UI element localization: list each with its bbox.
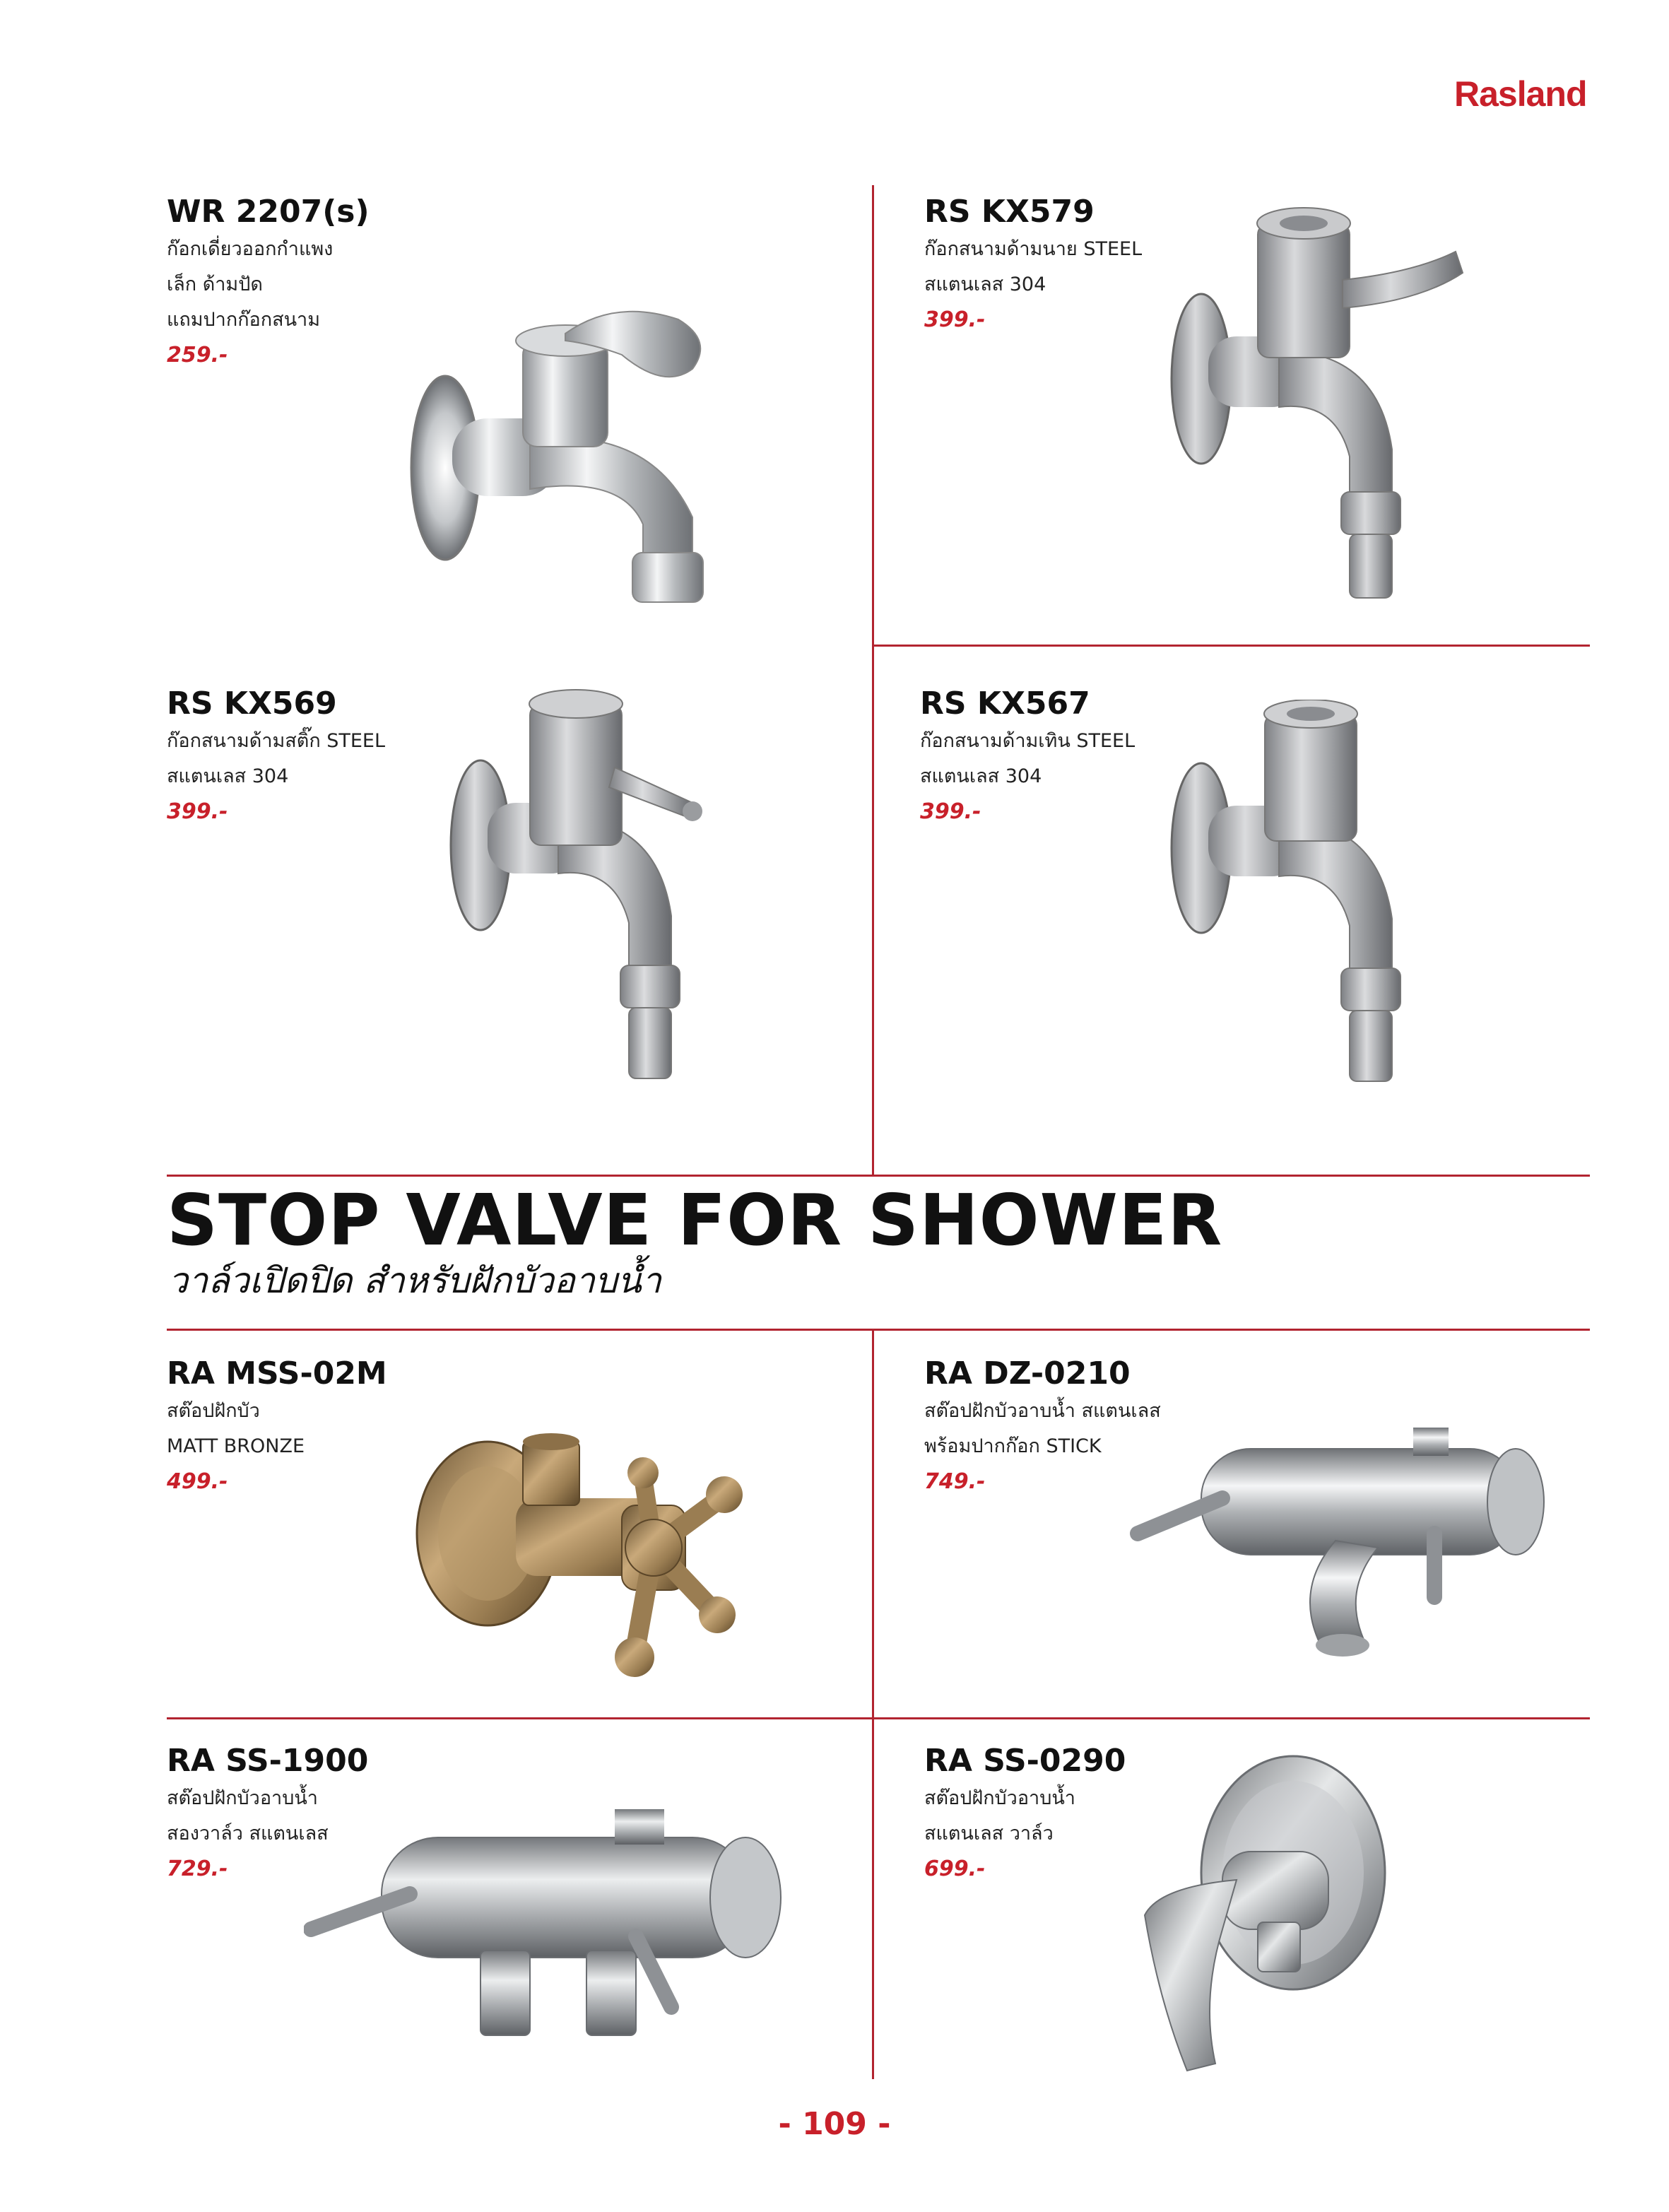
faucet-wr2207s-image bbox=[382, 249, 777, 616]
faucet-rskx569-image bbox=[424, 683, 777, 1121]
divider-horizontal-3 bbox=[167, 1329, 1590, 1331]
section-subtitle: วาล์วเปิดปิด สำหรับฝักบัวอาบน้ำ bbox=[168, 1260, 661, 1301]
divider-vertical-bottom bbox=[872, 1329, 874, 2079]
product-price: 699.- bbox=[924, 1857, 986, 1881]
product-price: 399.- bbox=[167, 799, 228, 824]
divider-horizontal-1 bbox=[872, 645, 1590, 647]
product-desc-line: ก๊อกสนามด้ามสติ๊ก STEEL bbox=[167, 730, 386, 752]
product-desc-line: สแตนเลส 304 bbox=[920, 765, 1042, 787]
product-desc-line: ก๊อกเดี่ยวออกกำแพง bbox=[167, 238, 334, 260]
product-price: 399.- bbox=[924, 307, 986, 332]
divider-horizontal-4 bbox=[167, 1717, 1590, 1719]
valve-rass0290-image bbox=[1116, 1746, 1413, 2085]
product-desc-line: สต๊อปฝักบัวอาบน้ำ bbox=[924, 1787, 1075, 1809]
divider-vertical-top bbox=[872, 185, 874, 1176]
faucet-rskx567-image bbox=[1159, 700, 1498, 1124]
product-code: RS KX567 bbox=[920, 686, 1090, 722]
product-code: WR 2207(s) bbox=[167, 194, 370, 230]
valve-radz0210-image bbox=[1124, 1420, 1576, 1703]
product-desc-line: สแตนเลส 304 bbox=[167, 765, 289, 787]
product-price: 729.- bbox=[167, 1857, 228, 1881]
product-desc-line: แถมปากก๊อกสนาม bbox=[167, 309, 321, 331]
product-price: 749.- bbox=[924, 1469, 986, 1494]
product-rskx579 bbox=[924, 192, 1142, 338]
product-code: RA DZ-0210 bbox=[924, 1355, 1131, 1392]
brand-logo: Rasland bbox=[1454, 74, 1587, 114]
product-desc-line: สต๊อปฝักบัวอาบน้ำ สแตนเลส bbox=[924, 1400, 1161, 1422]
product-code: RA SS-0290 bbox=[924, 1743, 1126, 1779]
product-desc-line: สแตนเลส 304 bbox=[924, 273, 1046, 295]
product-price: 499.- bbox=[167, 1469, 228, 1494]
product-desc-line: สต๊อปฝักบัว bbox=[167, 1400, 260, 1422]
product-rskx569 bbox=[167, 684, 385, 830]
product-price: 259.- bbox=[167, 343, 228, 367]
valve-ramss02m-image bbox=[410, 1413, 777, 1696]
product-desc-line: ก๊อกสนามด้ามเทิน STEEL bbox=[920, 730, 1136, 752]
valve-rass1900-image bbox=[304, 1795, 798, 2071]
product-code: RS KX569 bbox=[167, 686, 337, 722]
product-desc-line: MATT BRONZE bbox=[167, 1435, 305, 1457]
product-code: RA MSS-02M bbox=[167, 1355, 387, 1392]
product-rskx567 bbox=[920, 684, 1135, 830]
product-desc-line: สแตนเลส วาล์ว bbox=[924, 1823, 1054, 1845]
product-desc-line: สองวาล์ว สแตนเลส bbox=[167, 1823, 329, 1845]
product-wr2207s bbox=[167, 192, 370, 373]
product-ramss02m bbox=[167, 1354, 387, 1500]
faucet-rskx579-image bbox=[1159, 195, 1498, 633]
section-title: STOP VALVE FOR SHOWER bbox=[167, 1179, 1223, 1261]
product-desc-line: เล็ก ด้ามปัด bbox=[167, 273, 263, 295]
page-number: - 109 - bbox=[778, 2106, 891, 2142]
product-price: 399.- bbox=[920, 799, 981, 824]
product-desc-line: สต๊อปฝักบัวอาบน้ำ bbox=[167, 1787, 318, 1809]
product-rass0290 bbox=[924, 1741, 1126, 1887]
product-code: RS KX579 bbox=[924, 194, 1095, 230]
product-code: RA SS-1900 bbox=[167, 1743, 369, 1779]
product-desc-line: ก๊อกสนามด้ามนาย STEEL bbox=[924, 238, 1143, 260]
divider-horizontal-2 bbox=[167, 1175, 1590, 1177]
divider-horizontal-1b bbox=[167, 645, 872, 647]
product-desc-line: พร้อมปากก๊อก STICK bbox=[924, 1435, 1102, 1457]
